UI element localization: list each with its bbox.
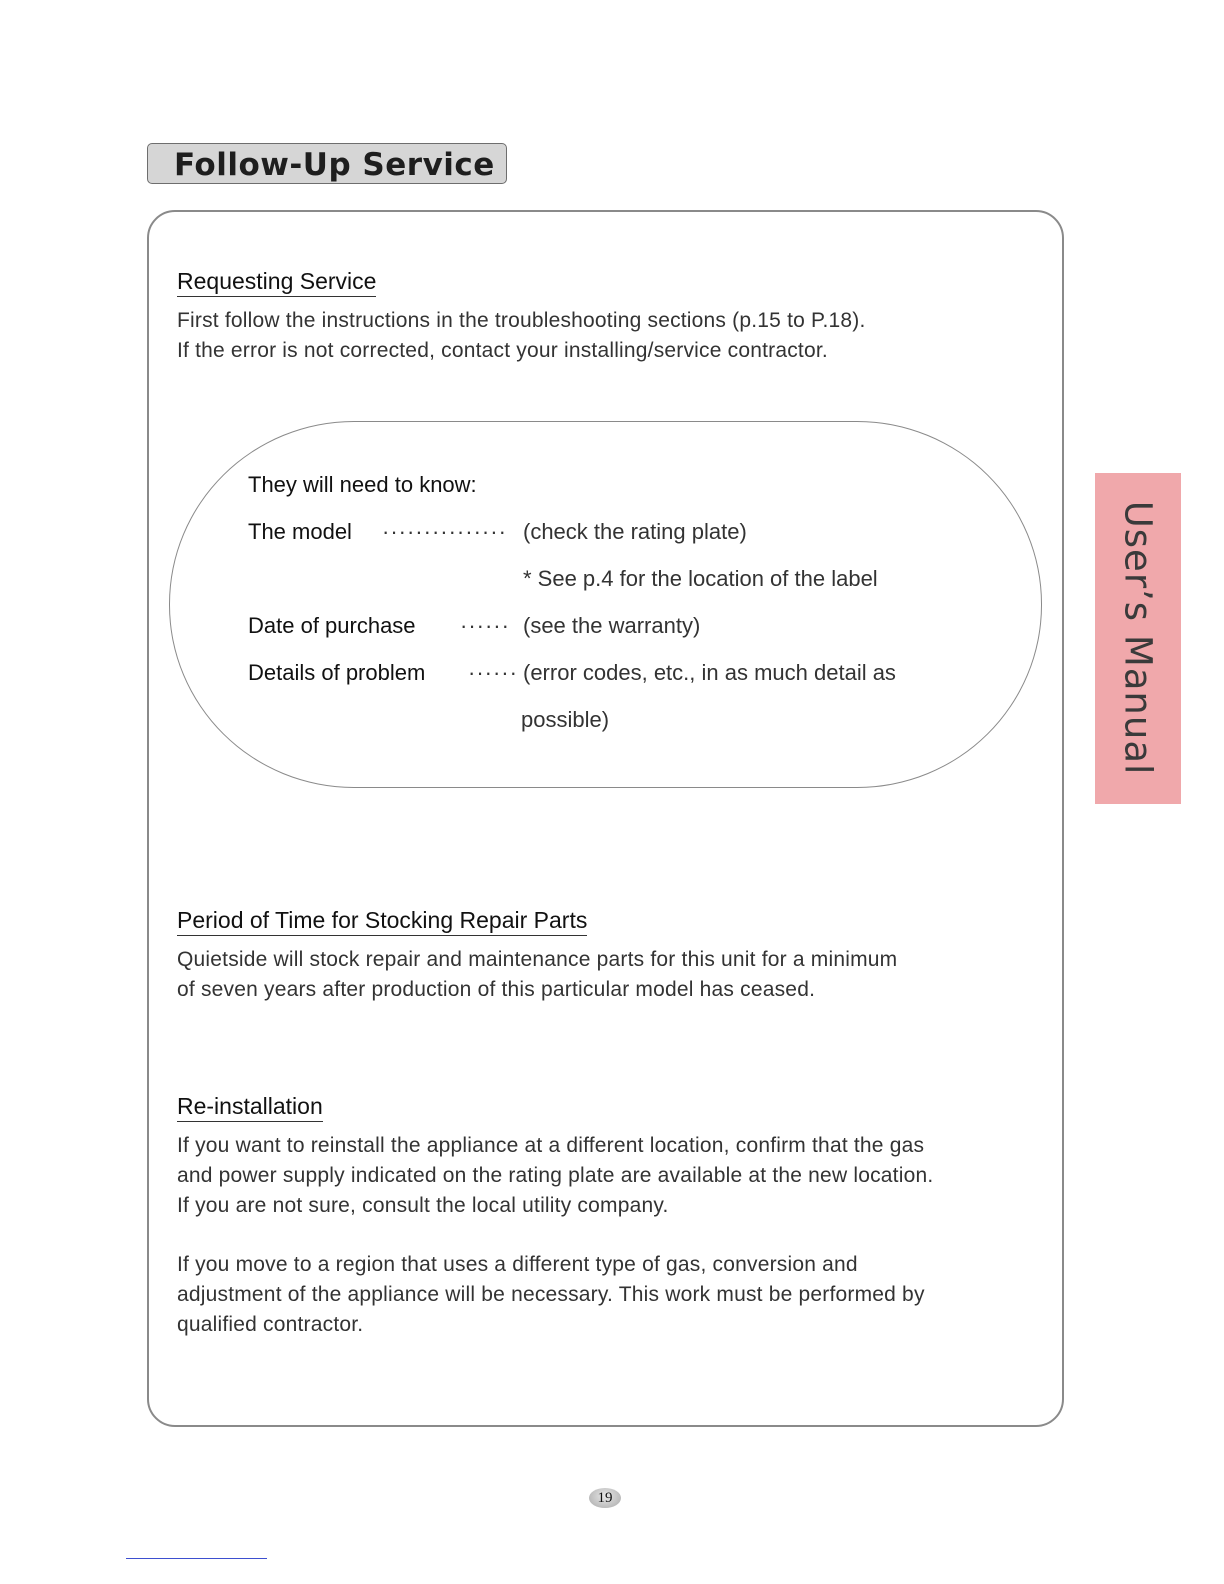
stocking-parts-heading: Period of Time for Stocking Repair Parts <box>177 907 587 936</box>
model-leader-dots: ··············· <box>382 519 507 544</box>
requesting-service-heading: Requesting Service <box>177 268 376 297</box>
reinstallation-line: and power supply indicated on the rating plate are available at the new location. <box>177 1164 934 1187</box>
stocking-parts-text <box>177 945 897 1005</box>
problem-value-continued: possible) <box>521 707 610 732</box>
reinstallation-text-1 <box>177 1131 933 1221</box>
info-intro: They will need to know: <box>248 472 477 497</box>
reinstallation-line: qualified contractor. <box>177 1313 364 1336</box>
page-number: 19 <box>589 1488 621 1508</box>
reinstallation-line: If you want to reinstall the appliance at a different location, confirm that the gas <box>177 1134 925 1157</box>
model-label: The model <box>248 519 352 544</box>
reinstallation-text-2 <box>177 1250 925 1340</box>
reinstallation-line: If you move to a region that uses a different type of gas, conversion and <box>177 1253 858 1276</box>
page-title: Follow-Up Service <box>174 147 495 183</box>
reinstallation-heading: Re-installation <box>177 1093 323 1122</box>
purchase-leader-dots: ······ <box>460 613 510 638</box>
problem-label: Details of problem <box>248 660 426 685</box>
purchase-label: Date of purchase <box>248 613 416 638</box>
requesting-service-line: First follow the instructions in the troubleshooting sections (p.15 to P.18). <box>177 309 866 332</box>
requesting-service-text <box>177 306 866 366</box>
model-note: * See p.4 for the location of the label <box>523 566 878 591</box>
section-title-box <box>147 143 507 184</box>
problem-leader-dots: ······ <box>468 660 518 685</box>
requesting-service-line: If the error is not corrected, contact your installing/service contractor. <box>177 339 828 362</box>
purchase-value: (see the warranty) <box>523 613 701 638</box>
footer-divider <box>126 1558 267 1559</box>
model-value: (check the rating plate) <box>523 519 747 544</box>
stocking-parts-line: Quietside will stock repair and maintenance parts for this unit for a minimum <box>177 948 898 971</box>
side-tab-label: User’s Manual <box>1116 500 1160 776</box>
problem-value: (error codes, etc., in as much detail as <box>523 660 896 685</box>
users-manual-side-tab <box>1095 473 1181 804</box>
stocking-parts-line: of seven years after production of this particular model has ceased. <box>177 978 816 1001</box>
reinstallation-line: adjustment of the appliance will be necessary. This work must be performed by <box>177 1283 925 1306</box>
content-frame <box>147 210 1064 1427</box>
reinstallation-line: If you are not sure, consult the local utility company. <box>177 1194 669 1217</box>
